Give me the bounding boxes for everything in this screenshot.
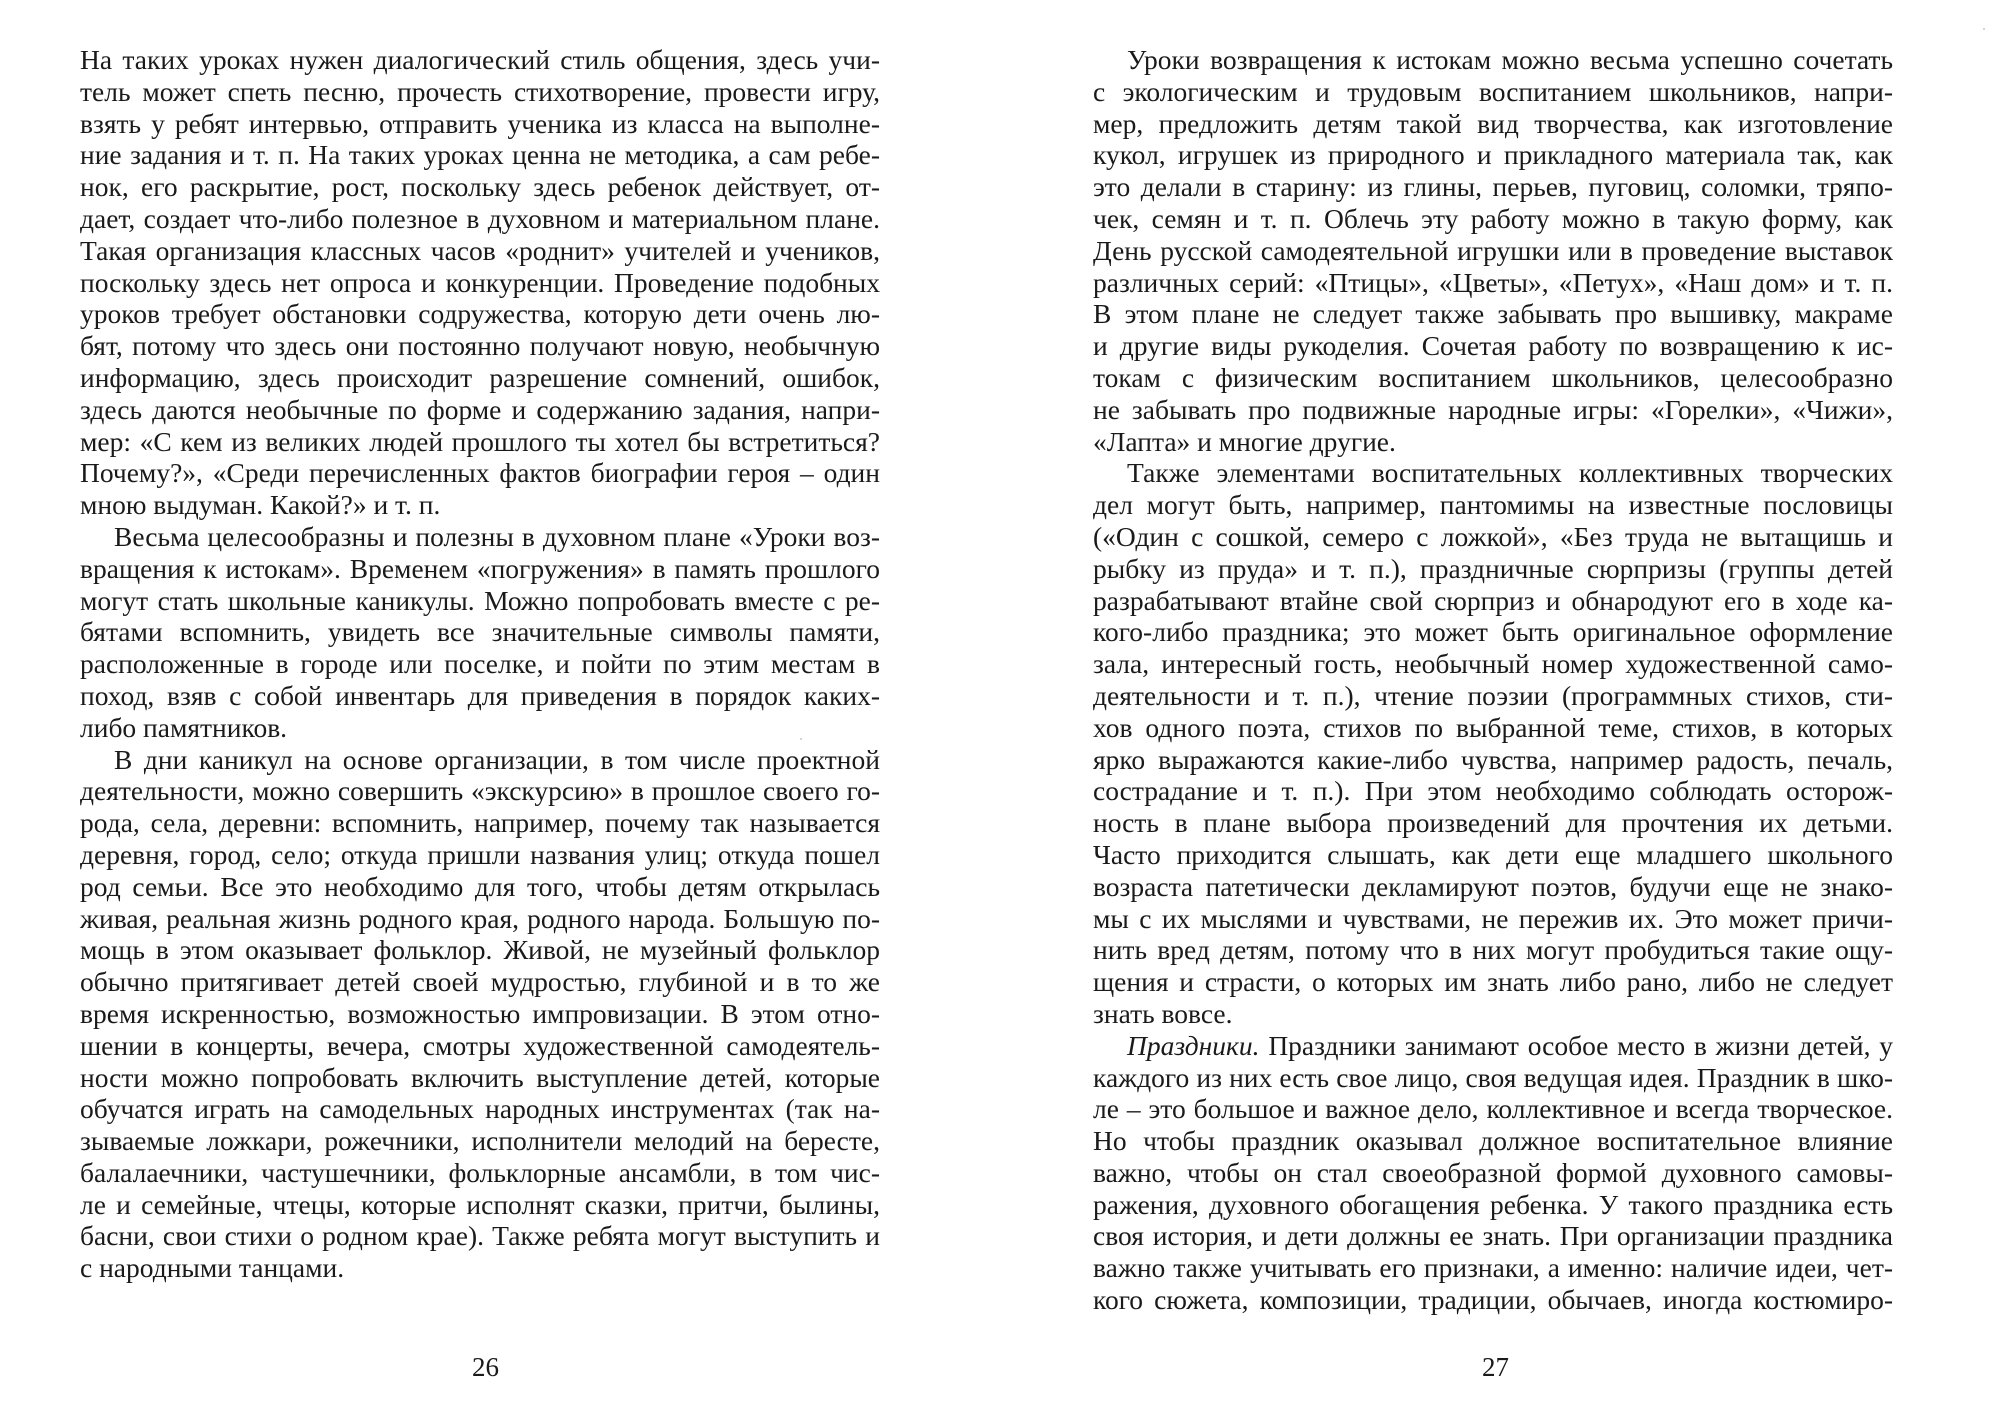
left-page-body xyxy=(80,44,880,1284)
page-number-right: 27 xyxy=(1482,1352,1509,1382)
text-line: каждого из них есть свое лицо, своя ведущая идея. Праздник в шко- xyxy=(1093,1061,1893,1093)
text-line: вращения к истокам». Временем «погружения» в память прошлого xyxy=(80,552,880,584)
text-line: сострадание и т. п.). При этом необходимо соблюдать осторож- xyxy=(1093,775,1893,807)
text-line: дел могут быть, например, пантомимы на известные пословицы xyxy=(1093,489,1893,521)
text-line: поход, взяв с собой инвентарь для приведения в порядок каких- xyxy=(80,679,880,711)
text-line: кого сюжета, композиции, традиции, обычаев, иногда костюмиро- xyxy=(1093,1284,1893,1316)
text-line: Почему?», «Среди перечисленных фактов биографии героя – один xyxy=(80,457,880,489)
text-line: В этом плане не следует также забывать про вышивку, макраме xyxy=(1093,298,1893,330)
text-line: бятами вспомнить, увидеть все значительные символы памяти, xyxy=(80,616,880,648)
text-line: дает, создает что-либо полезное в духовном и материальном плане. xyxy=(80,202,880,234)
text-line: ярко выражаются какие-либо чувства, например радость, печаль, xyxy=(1093,743,1893,775)
text-line: нок, его раскрытие, рост, поскольку здесь ребенок действует, от- xyxy=(80,171,880,203)
text-line: ле и семейные, чтецы, которые исполнят сказки, притчи, былины, xyxy=(80,1188,880,1220)
text-line: живая, реальная жизнь родного края, родного народа. Большую по- xyxy=(80,902,880,934)
text-line: Весьма целесообразны и полезны в духовном плане «Уроки воз- xyxy=(114,520,880,552)
text-line: ности можно попробовать включить выступление детей, которые xyxy=(80,1061,880,1093)
text-line: это делали в старину: из глины, перьев, пуговиц, соломки, тряпо- xyxy=(1093,171,1893,203)
text-line: с народными танцами. xyxy=(80,1252,345,1284)
text-line: и другие виды рукоделия. Сочетая работу по возвращению к ис- xyxy=(1093,330,1893,362)
text-line: расположенные в городе или поселке, и пойти по этим местам в xyxy=(80,648,880,680)
text-line: шении в концерты, вечера, смотры художественной самодеятель- xyxy=(80,1029,880,1061)
paper-speck xyxy=(800,738,802,740)
text-line: знать вовсе. xyxy=(1093,997,1233,1029)
text-line: В дни каникул на основе организации, в том числе проектной xyxy=(114,743,880,775)
text-line: Но чтобы праздник оказывал должное воспитательное влияние xyxy=(1093,1125,1893,1157)
text-line: могут стать школьные каникулы. Можно попробовать вместе с ре- xyxy=(80,584,880,616)
text-line: На таких уроках нужен диалогический стиль общения, здесь учи- xyxy=(80,44,880,75)
text-line: Уроки возвращения к истокам можно весьма успешно сочетать xyxy=(1127,44,1893,75)
text-line: ность в плане выбора произведений для прочтения их детьми. xyxy=(1093,807,1893,839)
text-line: балалаечники, частушечники, фольклорные ансамбли, в том чис- xyxy=(80,1156,880,1188)
text-line: важно, чтобы он стал своеобразной формой духовного самовы- xyxy=(1093,1156,1893,1188)
text-line: басни, свои стихи о родном крае). Также ребята могут выступить и xyxy=(80,1220,880,1252)
text-line: различных серий: «Птицы», «Цветы», «Петух», «Наш дом» и т. п. xyxy=(1093,266,1893,298)
text-line: мы с их мыслями и чувствами, не пережив их. Это может причи- xyxy=(1093,902,1893,934)
paper-speck xyxy=(1983,28,1985,30)
text-run: Праздники занимают особое место в жизни детей, у xyxy=(1259,1029,1893,1061)
text-line: Также элементами воспитательных коллективных творческих xyxy=(1127,457,1893,489)
text-line: зала, интересный гость, необычный номер художественной само- xyxy=(1093,648,1893,680)
text-line: род семьи. Все это необходимо для того, чтобы детям открылась xyxy=(80,870,880,902)
text-line: взять у ребят интервью, отправить ученика из класса на выполне- xyxy=(80,107,880,139)
right-page-body xyxy=(1093,44,1893,1316)
text-line: хов одного поэта, стихов по выбранной теме, стихов, в которых xyxy=(1093,711,1893,743)
page-number-left: 26 xyxy=(472,1352,499,1382)
text-line: деревня, город, село; откуда пришли названия улиц; откуда пошел xyxy=(80,838,880,870)
text-line: обучатся играть на самодельных народных инструментах (так на- xyxy=(80,1093,880,1125)
text-line: «Лапта» и многие другие. xyxy=(1093,425,1396,457)
text-line: рода, села, деревни: вспомнить, например, почему так называется xyxy=(80,807,880,839)
text-line: кукол, игрушек из природного и прикладного материала так, как xyxy=(1093,139,1893,171)
text-line xyxy=(1093,1030,1893,1062)
text-line: бят, потому что здесь они постоянно получают новую, необычную xyxy=(80,330,880,362)
text-line: мощь в этом оказывает фольклор. Живой, не музейный фольклор xyxy=(80,934,880,966)
text-line: не забывать про подвижные народные игры: «Горелки», «Чижи», xyxy=(1093,393,1893,425)
text-line: зываемые ложкари, рожечники, исполнители мелодий на бересте, xyxy=(80,1125,880,1157)
text-line: ле – это большое и важное дело, коллективное и всегда творческое. xyxy=(1093,1093,1893,1125)
italic-run: Праздники. xyxy=(1127,1029,1260,1061)
text-line: мер: «С кем из великих людей прошлого ты хотел бы встретиться? xyxy=(80,425,880,457)
text-line: тель может спеть песню, прочесть стихотворение, провести игру, xyxy=(80,75,880,107)
text-line: время искренностью, возможностью импровизации. В этом отно- xyxy=(80,997,880,1029)
text-line: обычно притягивает детей своей мудростью, глубиной и в то же xyxy=(80,966,880,998)
text-line: здесь даются необычные по форме и содержанию задания, напри- xyxy=(80,393,880,425)
text-line: мер, предложить детям такой вид творчества, как изготовление xyxy=(1093,107,1893,139)
text-line: деятельности и т. п.), чтение поэзии (программных стихов, сти- xyxy=(1093,679,1893,711)
text-line: важно также учитывать его признаки, а именно: наличие идеи, чет- xyxy=(1093,1252,1893,1284)
text-line: ражения, духовного обогащения ребенка. У такого праздника есть xyxy=(1093,1188,1893,1220)
text-line: щения и страсти, о которых им знать либо рано, либо не следует xyxy=(1093,966,1893,998)
text-line: кого-либо праздника; это может быть оригинальное оформление xyxy=(1093,616,1893,648)
text-line: своя история, и дети должны ее знать. При организации праздника xyxy=(1093,1220,1893,1252)
text-line: Часто приходится слышать, как дети еще младшего школьного xyxy=(1093,838,1893,870)
text-line: Такая организация классных часов «роднит» учителей и учеников, xyxy=(80,234,880,266)
text-line: с экологическим и трудовым воспитанием школьников, напри- xyxy=(1093,75,1893,107)
text-line: («Один с сошкой, семеро с ложкой», «Без труда не вытащишь и xyxy=(1093,520,1893,552)
text-line: нить вред детям, потому что в них могут пробудиться такие ощу- xyxy=(1093,934,1893,966)
text-line: мною выдуман. Какой?» и т. п. xyxy=(80,489,441,521)
text-line: ние задания и т. п. На таких уроках ценна не методика, а сам ребе- xyxy=(80,139,880,171)
text-line: возраста патетически декламируют поэтов, будучи еще не знако- xyxy=(1093,870,1893,902)
text-line: разрабатывают втайне свой сюрприз и обнародуют его в ходе ка- xyxy=(1093,584,1893,616)
text-line: чек, семян и т. п. Облечь эту работу можно в такую форму, как xyxy=(1093,202,1893,234)
text-line: деятельности, можно совершить «экскурсию» в прошлое своего го- xyxy=(80,775,880,807)
text-line: уроков требует обстановки содружества, которую дети очень лю- xyxy=(80,298,880,330)
text-line: поскольку здесь нет опроса и конкуренции. Проведение подобных xyxy=(80,266,880,298)
text-line: информацию, здесь происходит разрешение сомнений, ошибок, xyxy=(80,361,880,393)
text-line: рыбку из пруда» и т. п.), праздничные сюрпризы (группы детей xyxy=(1093,552,1893,584)
text-line: День русской самодеятельной игрушки или в проведение выставок xyxy=(1093,234,1893,266)
text-line: либо памятников. xyxy=(80,711,288,743)
text-line: токам с физическим воспитанием школьников, целесообразно xyxy=(1093,361,1893,393)
